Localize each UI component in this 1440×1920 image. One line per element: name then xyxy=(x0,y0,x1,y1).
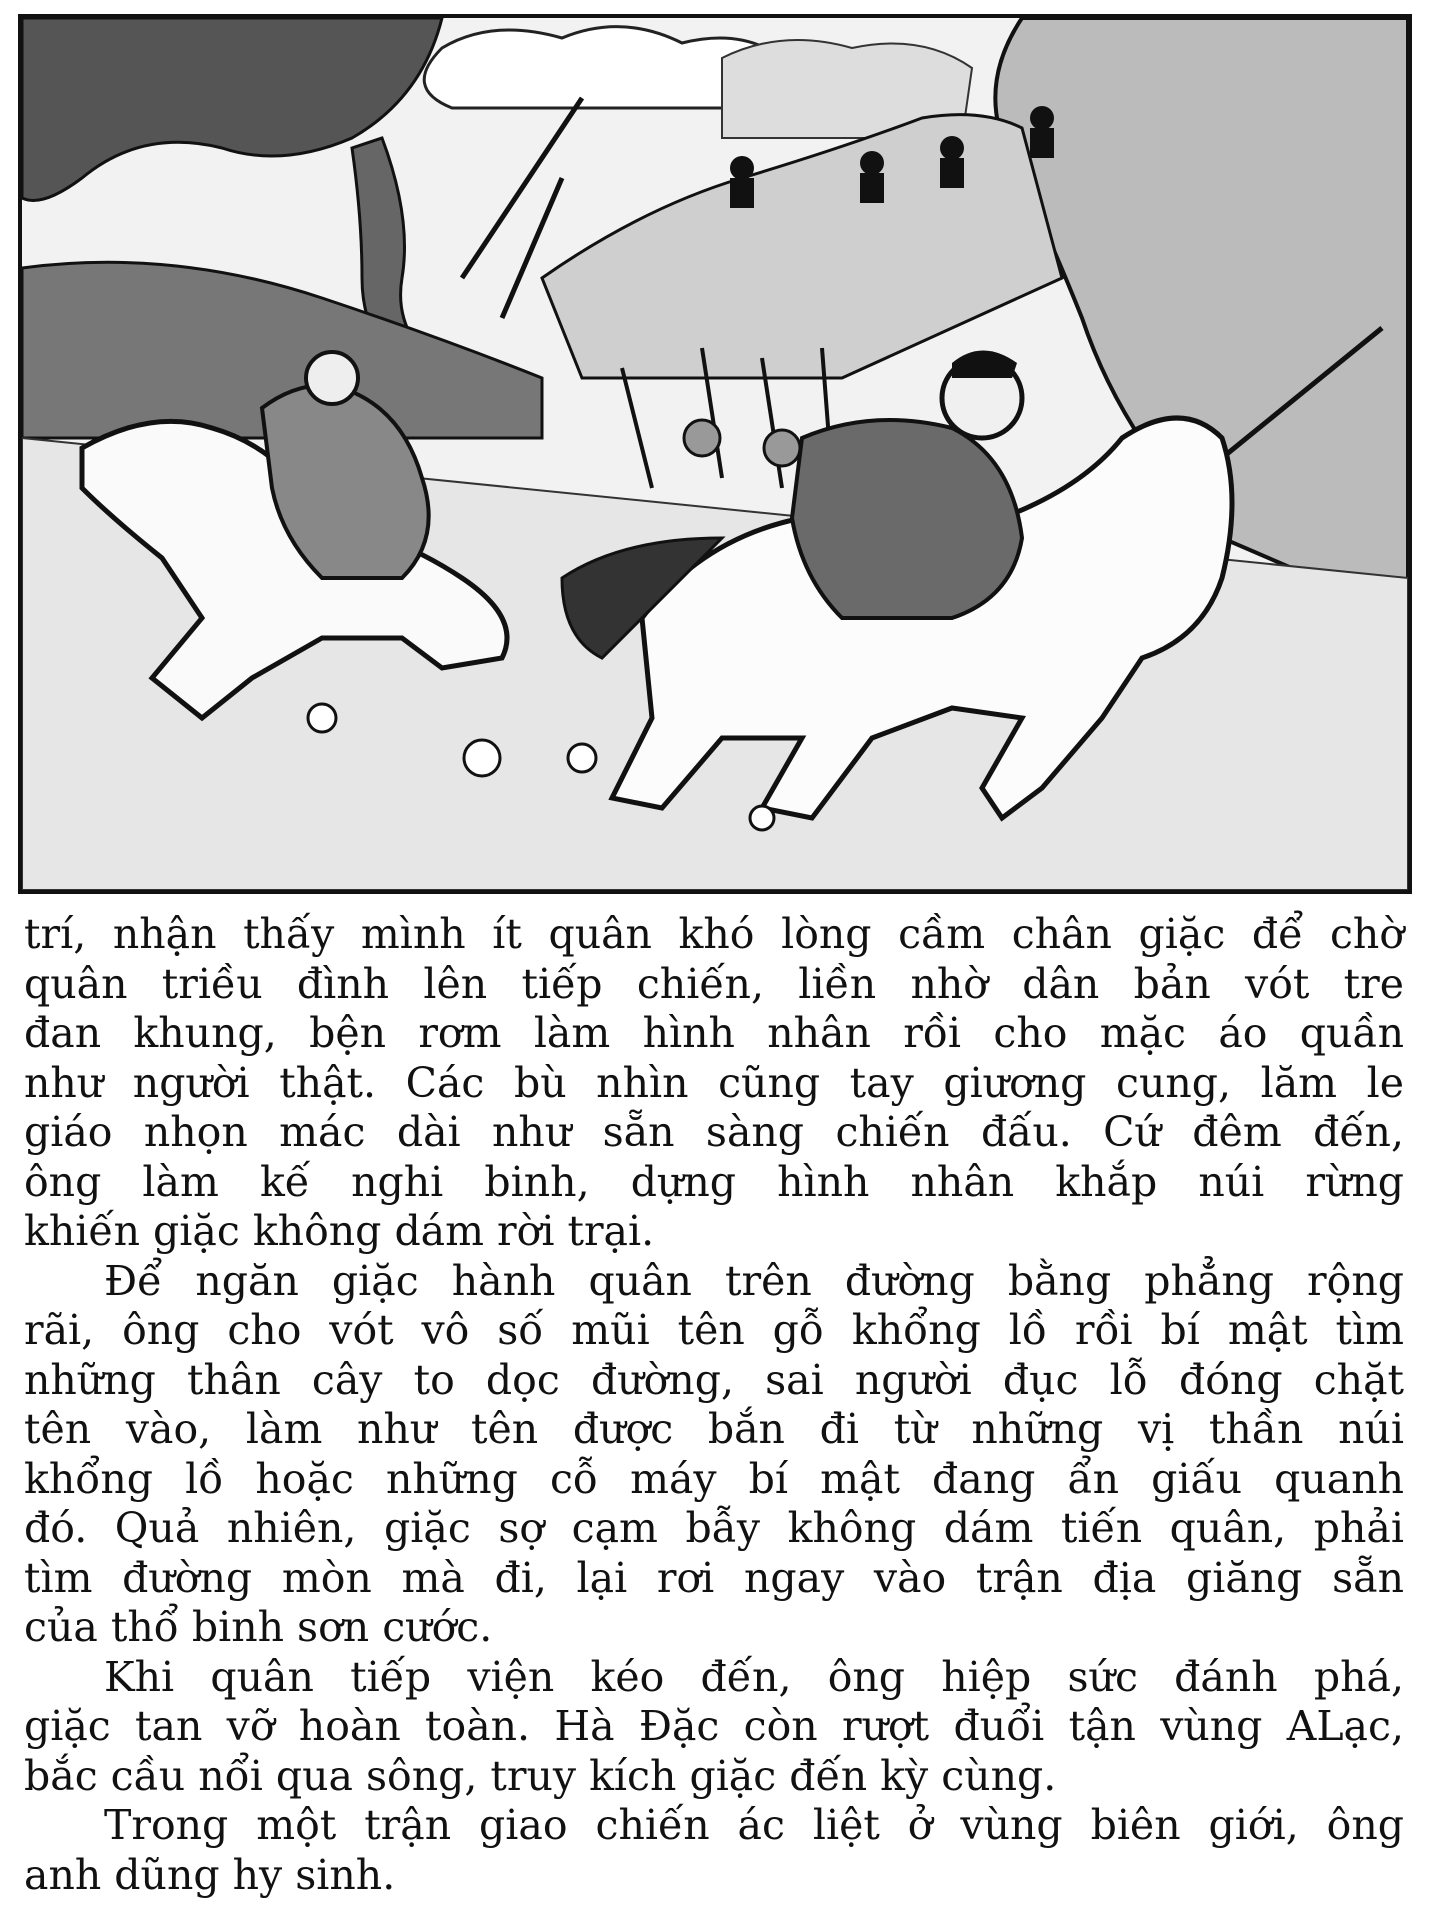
battle-illustration xyxy=(18,14,1412,894)
text-line: đó. Quả nhiên, giặc sợ cạm bẫy không dám tiến quân, phải xyxy=(24,1504,1404,1552)
text-line: Khi quân tiếp viện kéo đến, ông hiệp sức đánh phá, xyxy=(104,1652,1404,1701)
text-line: Trong một trận giao chiến ác liệt ở vùng biên giới, ông xyxy=(104,1801,1404,1849)
text-line: khiến giặc không dám rời trại. xyxy=(24,1207,655,1255)
text-line: ông làm kế nghi binh, dựng hình nhân khắp núi rừng xyxy=(24,1157,1404,1206)
text-line: tên vào, làm như tên được bắn đi từ những vị thần núi xyxy=(24,1405,1404,1453)
text-line: rãi, ông cho vót vô số mũi tên gỗ khổng lồ rồi bí mật tìm xyxy=(24,1306,1404,1354)
text-line: của thổ binh sơn cước. xyxy=(24,1603,493,1651)
text-line: giáo nhọn mác dài như sẵn sàng chiến đấu. Cứ đêm đến, xyxy=(24,1108,1404,1156)
text-line: như người thật. Các bù nhìn cũng tay giương cung, lăm le xyxy=(24,1058,1404,1107)
text-line: bắc cầu nổi qua sông, truy kích giặc đến kỳ cùng. xyxy=(24,1751,1057,1800)
text-line: giặc tan vỡ hoàn toàn. Hà Đặc còn rượt đuổi tận vùng ALạc, xyxy=(24,1702,1404,1750)
text-line: trí, nhận thấy mình ít quân khó lòng cầm chân giặc để chờ xyxy=(24,910,1404,958)
text-line: quân triều đình lên tiếp chiến, liền nhờ dân bản vót tre xyxy=(24,959,1404,1008)
article-body xyxy=(24,910,1404,1900)
text-line: anh dũng hy sinh. xyxy=(24,1850,396,1899)
text-line: tìm đường mòn mà đi, lại rơi ngay vào trận địa giăng sẵn xyxy=(24,1553,1404,1602)
text-line: khổng lồ hoặc những cỗ máy bí mật đang ẩn giấu quanh xyxy=(24,1454,1404,1503)
text-line: những thân cây to dọc đường, sai người đục lỗ đóng chặt xyxy=(24,1355,1404,1404)
text-line: đan khung, bện rơm làm hình nhân rồi cho mặc áo quần xyxy=(24,1009,1404,1057)
battle-scene-icon xyxy=(22,18,1408,890)
text-line: Để ngăn giặc hành quân trên đường bằng phẳng rộng xyxy=(104,1256,1404,1305)
